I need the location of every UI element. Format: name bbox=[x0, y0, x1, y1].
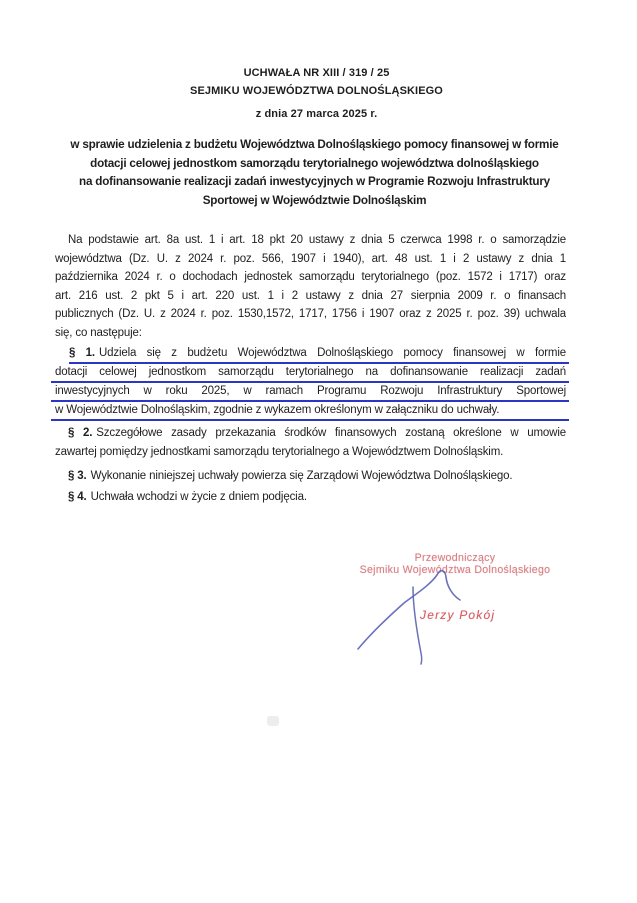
section-1 bbox=[55, 345, 566, 421]
section-4 bbox=[55, 488, 566, 507]
section-marker: § 2. bbox=[68, 427, 93, 439]
legal-basis-line: art. 216 ust. 2 pkt 5 i art. 220 ust. 1 i 2 ustawy z dnia 27 sierpnia 2009 r. o finansach bbox=[55, 289, 566, 302]
section-1-line: § 1. Udziela się z budżetu Województwa Dolnośląskiego pomocy finansowej w formie bbox=[69, 345, 569, 364]
section-marker: § 4. bbox=[68, 491, 87, 503]
subject-line: Sportowej w Województwie Dolnośląskim bbox=[202, 193, 427, 207]
section-1-line: dotacji celowej jednostkom samorządu terytorialnego na dofinansowanie realizacji zadań bbox=[51, 364, 569, 383]
subject-title bbox=[59, 136, 570, 210]
signature-block bbox=[350, 553, 560, 683]
section-marker: § 3. bbox=[68, 470, 87, 482]
issuing-body: SEJMIKU WOJEWÓDZTWA DOLNOŚLĄSKIEGO bbox=[190, 85, 443, 97]
legal-basis-line: się, co następuje: bbox=[55, 326, 142, 339]
scan-artifact bbox=[267, 716, 279, 726]
subject-line: dotacji celowej jednostkom samorządu terytorialnego województwa dolnośląskiego bbox=[90, 156, 539, 170]
signatory-role-line: Przewodniczący bbox=[414, 552, 496, 564]
section-1-line: inwestycyjnych w roku 2025, w ramach Programu Rozwoju Infrastruktury Sportowej bbox=[51, 383, 569, 402]
section-2-line: zawartej pomiędzy jednostkami samorządu terytorialnego a Województwem Dolnośląskim. bbox=[55, 445, 504, 458]
legal-basis-paragraph bbox=[55, 231, 566, 342]
section-2-line: § 2. Szczegółowe zasady przekazania środków finansowych zostaną określone w umowie bbox=[68, 427, 566, 439]
section-marker: § 1. bbox=[69, 347, 95, 359]
resolution-date: z dnia 27 marca 2025 r. bbox=[255, 108, 378, 120]
legal-basis-line: województwa (Dz. U. z 2024 r. poz. 566, 1907 i 1940), art. 48 ust. 1 i 2 ustawy z dnia 1 bbox=[55, 252, 566, 265]
section-2 bbox=[55, 424, 566, 461]
legal-basis-line: października 2024 r. o dochodach jednostek samorządu terytorialnego (poz. 1572 i 1717) oraz bbox=[55, 271, 566, 283]
subject-line: na dofinansowanie realizacji zadań inwestycyjnych w Programie Rozwoju Infrastruktury bbox=[79, 175, 550, 188]
legal-basis-line: Na podstawie art. 8a ust. 1 i art. 18 pkt 20 ustawy z dnia 5 czerwca 1998 r. o samorządzie bbox=[68, 234, 566, 246]
subject-line: w sprawie udzielenia z budżetu Województwa Dolnośląskiego pomocy finansowej w formie bbox=[70, 138, 559, 151]
legal-basis-line: publicznych (Dz. U. z 2024 r. poz. 1530,1572, 1717, 1756 i 1907 oraz z 2025 r. poz. 39) uchwala bbox=[55, 308, 566, 320]
signatory-name: Jerzy Pokój bbox=[420, 608, 496, 622]
section-3-line: § 3. Wykonanie niniejszej uchwały powierza się Zarządowi Województwa Dolnośląskiego. bbox=[68, 470, 513, 482]
signatory-role-line: Sejmiku Województwa Dolnośląskiego bbox=[359, 563, 551, 576]
section-3 bbox=[55, 467, 566, 486]
document-header bbox=[61, 64, 572, 123]
resolution-number: UCHWAŁA NR XIII / 319 / 25 bbox=[243, 67, 390, 79]
section-4-line: § 4. Uchwała wchodzi w życie z dniem podjęcia. bbox=[68, 491, 307, 503]
section-1-line: w Województwie Dolnośląskim, zgodnie z wykazem określonym w załączniku do uchwały. bbox=[51, 402, 569, 421]
